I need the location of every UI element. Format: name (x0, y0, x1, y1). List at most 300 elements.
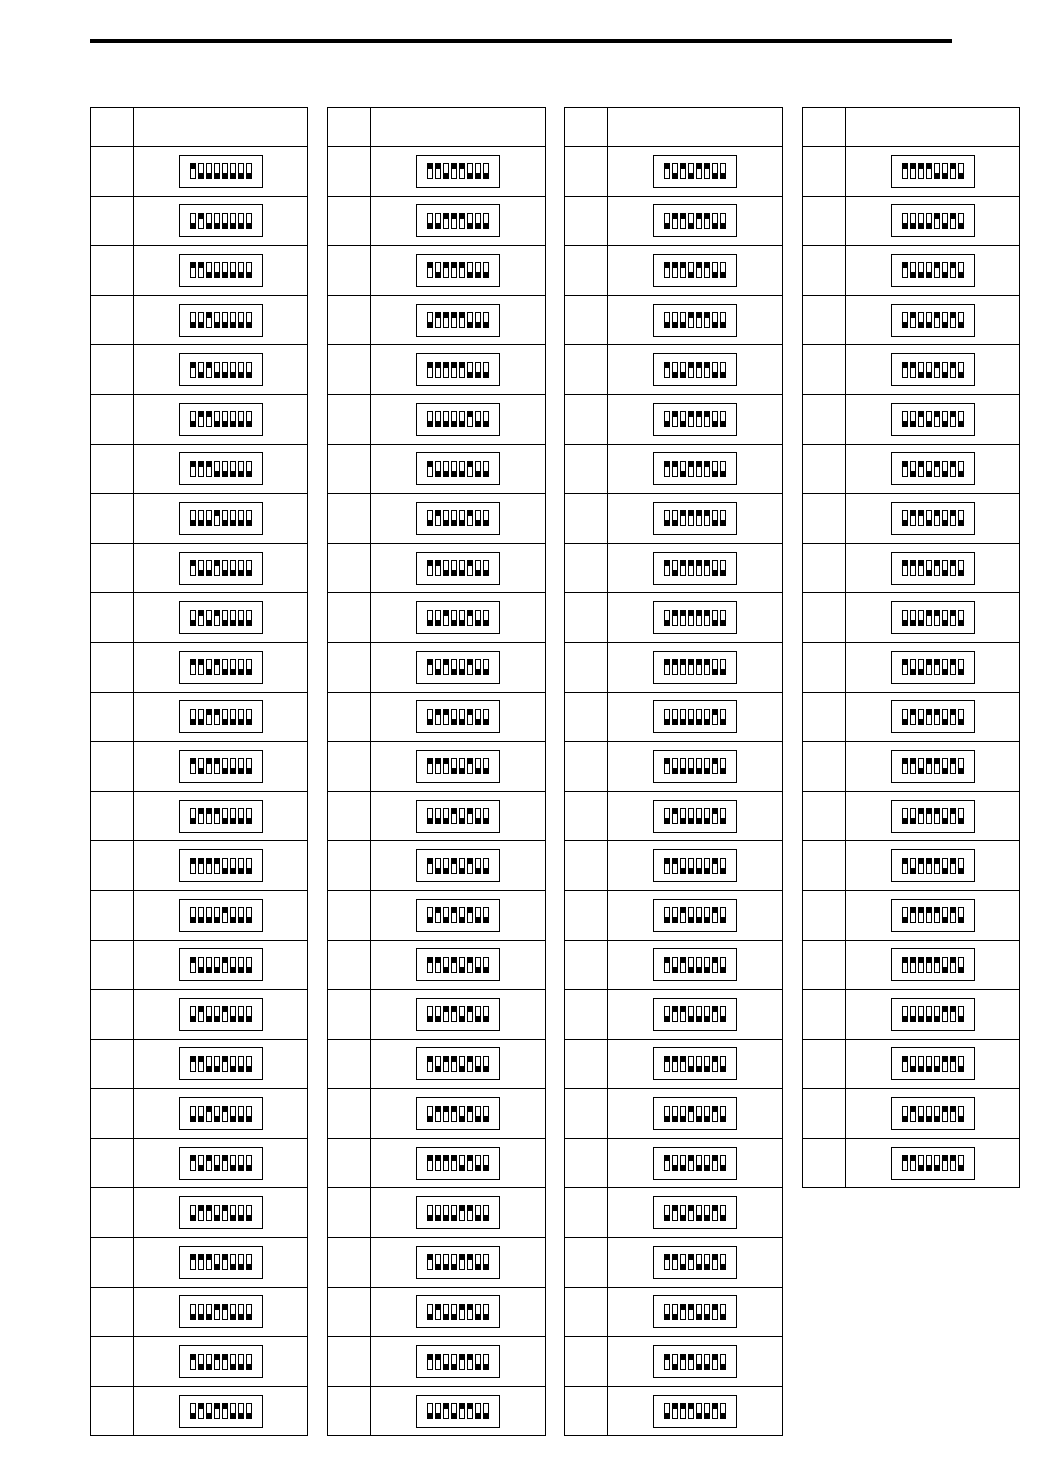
dip-setting-cell (608, 990, 783, 1040)
number-cell (803, 692, 846, 742)
dip-switch-off-icon (475, 1254, 481, 1270)
table-row (565, 593, 783, 643)
number-cell (803, 890, 846, 940)
dip-switch-off-icon (190, 510, 196, 526)
number-cell (91, 196, 134, 246)
dip-switch-block (653, 1345, 737, 1378)
dip-setting-cell (608, 742, 783, 792)
table-row (565, 295, 783, 345)
dip-switch-off-icon (238, 461, 244, 477)
dip-switch-on-icon (950, 1056, 956, 1072)
dip-switch-on-icon (712, 1304, 718, 1320)
dip-switch-off-icon (467, 213, 473, 229)
dip-switch-off-icon (704, 808, 710, 824)
dip-switch-on-icon (451, 808, 457, 824)
dip-switch-on-icon (435, 758, 441, 774)
dip-switch-on-icon (934, 758, 940, 774)
dip-switch-off-icon (427, 709, 433, 725)
dip-switch-off-icon (475, 610, 481, 626)
dip-switch-block (891, 849, 975, 882)
dip-switch-block (891, 502, 975, 535)
dip-switch-on-icon (696, 362, 702, 378)
dip-switch-off-icon (222, 213, 228, 229)
dip-switch-off-icon (238, 1006, 244, 1022)
dip-switch-on-icon (214, 510, 220, 526)
dip-switch-off-icon (467, 312, 473, 328)
dip-switch-off-icon (238, 560, 244, 576)
dip-switch-off-icon (720, 510, 726, 526)
dip-switch-off-icon (483, 1354, 489, 1370)
dip-switch-on-icon (934, 610, 940, 626)
dip-switch-off-icon (942, 907, 948, 923)
dip-switch-off-icon (230, 312, 236, 328)
dip-switch-off-icon (443, 1354, 449, 1370)
dip-switch-off-icon (958, 957, 964, 973)
dip-switch-on-icon (427, 1254, 433, 1270)
dip-switch-block (179, 1246, 263, 1279)
dip-switch-off-icon (214, 262, 220, 278)
dip-switch-on-icon (902, 659, 908, 675)
dip-switch-off-icon (475, 461, 481, 477)
dip-switch-off-icon (238, 262, 244, 278)
dip-switch-block (416, 1395, 500, 1428)
dip-switch-off-icon (190, 1106, 196, 1122)
dip-switch-on-icon (902, 1155, 908, 1171)
dip-switch-off-icon (720, 312, 726, 328)
dip-switch-on-icon (950, 957, 956, 973)
dip-switch-on-icon (910, 560, 916, 576)
dip-switch-off-icon (704, 1354, 710, 1370)
table-row (91, 890, 308, 940)
dip-switch-off-icon (459, 411, 465, 427)
dip-switch-off-icon (958, 1056, 964, 1072)
dip-switch-on-icon (214, 709, 220, 725)
number-cell (328, 543, 371, 593)
table-row (565, 1238, 783, 1288)
dip-switch-on-icon (712, 1155, 718, 1171)
dip-switch-off-icon (926, 213, 932, 229)
dip-switch-on-icon (443, 1056, 449, 1072)
number-cell (803, 444, 846, 494)
dip-switch-on-icon (214, 1354, 220, 1370)
dip-switch-off-icon (664, 312, 670, 328)
dip-setting-cell (134, 1386, 308, 1436)
number-cell (803, 494, 846, 544)
table-row (803, 147, 1020, 197)
dip-setting-cell (134, 394, 308, 444)
dip-switch-on-icon (712, 1354, 718, 1370)
dip-switch-off-icon (190, 610, 196, 626)
dip-switch-off-icon (443, 163, 449, 179)
number-cell (565, 692, 608, 742)
dip-switch-on-icon (664, 1056, 670, 1072)
dip-switch-off-icon (704, 1254, 710, 1270)
dip-switch-off-icon (214, 1254, 220, 1270)
number-cell (565, 1039, 608, 1089)
dip-setting-cell (371, 1039, 546, 1089)
dip-setting-cell (371, 990, 546, 1040)
dip-switch-off-icon (902, 312, 908, 328)
dip-switch-off-icon (942, 411, 948, 427)
dip-switch-off-icon (483, 1106, 489, 1122)
dip-switch-off-icon (918, 362, 924, 378)
dip-switch-block (653, 1047, 737, 1080)
dip-switch-block (653, 502, 737, 535)
number-cell (91, 742, 134, 792)
dip-switch-on-icon (934, 213, 940, 229)
dip-switch-on-icon (467, 1155, 473, 1171)
dip-switch-off-icon (246, 1006, 252, 1022)
dip-switch-on-icon (427, 858, 433, 874)
dip-setting-cell (371, 692, 546, 742)
dip-switch-off-icon (214, 362, 220, 378)
dip-switch-on-icon (688, 1403, 694, 1419)
table-row (565, 345, 783, 395)
dip-setting-cell (371, 791, 546, 841)
dip-switch-on-icon (427, 1056, 433, 1072)
dip-switch-off-icon (246, 659, 252, 675)
dip-switch-on-icon (435, 1304, 441, 1320)
dip-switch-on-icon (950, 510, 956, 526)
dip-switch-off-icon (475, 1155, 481, 1171)
dip-setting-cell (371, 1089, 546, 1139)
dip-switch-off-icon (696, 957, 702, 973)
dip-switch-off-icon (230, 610, 236, 626)
dip-switch-on-icon (704, 560, 710, 576)
number-cell (803, 196, 846, 246)
dip-switch-off-icon (451, 1403, 457, 1419)
table-row (328, 1287, 546, 1337)
header-setting-cell (134, 108, 308, 147)
dip-switch-off-icon (483, 1254, 489, 1270)
table-row (91, 1089, 308, 1139)
dip-switch-off-icon (451, 758, 457, 774)
dip-switch-on-icon (443, 610, 449, 626)
dip-switch-off-icon (206, 659, 212, 675)
dip-switch-on-icon (918, 510, 924, 526)
table-row (328, 494, 546, 544)
dip-setting-cell (134, 1138, 308, 1188)
dip-switch-on-icon (190, 659, 196, 675)
dip-switch-off-icon (435, 1254, 441, 1270)
dip-switch-off-icon (459, 858, 465, 874)
table-row (803, 543, 1020, 593)
dip-switch-on-icon (467, 659, 473, 675)
dip-switch-off-icon (206, 510, 212, 526)
dip-switch-off-icon (427, 1205, 433, 1221)
dip-switch-on-icon (467, 808, 473, 824)
dip-switch-off-icon (720, 957, 726, 973)
dip-switch-off-icon (704, 1403, 710, 1419)
dip-switch-on-icon (451, 1056, 457, 1072)
dip-switch-on-icon (435, 709, 441, 725)
dip-setting-cell (608, 494, 783, 544)
dip-setting-cell (608, 841, 783, 891)
dip-switch-off-icon (198, 1354, 204, 1370)
dip-switch-off-icon (475, 907, 481, 923)
number-cell (803, 791, 846, 841)
dip-switch-off-icon (918, 262, 924, 278)
dip-switch-on-icon (696, 312, 702, 328)
dip-switch-off-icon (483, 510, 489, 526)
dip-switch-off-icon (443, 907, 449, 923)
dip-switch-on-icon (712, 758, 718, 774)
dip-switch-on-icon (934, 262, 940, 278)
dip-switch-on-icon (198, 659, 204, 675)
number-cell (91, 394, 134, 444)
dip-switch-off-icon (958, 461, 964, 477)
dip-switch-off-icon (910, 461, 916, 477)
dip-switch-off-icon (958, 1155, 964, 1171)
dip-switch-off-icon (246, 461, 252, 477)
dip-switch-off-icon (672, 510, 678, 526)
dip-switch-off-icon (467, 163, 473, 179)
dip-switch-off-icon (230, 1155, 236, 1171)
dip-switch-on-icon (934, 858, 940, 874)
table-row (328, 1238, 546, 1288)
dip-setting-cell (134, 940, 308, 990)
dip-switch-off-icon (483, 1205, 489, 1221)
dip-switch-on-icon (435, 1354, 441, 1370)
dip-switch-off-icon (246, 312, 252, 328)
dip-switch-off-icon (926, 1006, 932, 1022)
number-cell (803, 642, 846, 692)
dip-switch-off-icon (680, 1205, 686, 1221)
number-cell (565, 990, 608, 1040)
dip-switch-on-icon (190, 560, 196, 576)
dip-switch-off-icon (958, 560, 964, 576)
dip-switch-block (179, 750, 263, 783)
dip-switch-off-icon (214, 163, 220, 179)
dip-switch-on-icon (443, 758, 449, 774)
dip-switch-off-icon (435, 1205, 441, 1221)
table-row (565, 1337, 783, 1387)
dip-switch-off-icon (712, 461, 718, 477)
dip-setting-cell (134, 1089, 308, 1139)
dip-switch-off-icon (190, 411, 196, 427)
dip-switch-off-icon (902, 510, 908, 526)
dip-switch-block (179, 1395, 263, 1428)
table-row (803, 841, 1020, 891)
dip-switch-on-icon (934, 808, 940, 824)
dip-switch-off-icon (958, 1106, 964, 1122)
dip-switch-off-icon (910, 411, 916, 427)
dip-switch-off-icon (230, 262, 236, 278)
dip-switch-off-icon (475, 758, 481, 774)
dip-switch-off-icon (720, 262, 726, 278)
dip-switch-off-icon (246, 1155, 252, 1171)
dip-switch-on-icon (918, 808, 924, 824)
dip-switch-off-icon (230, 957, 236, 973)
table-row (91, 990, 308, 1040)
table-row (91, 1386, 308, 1436)
dip-switch-block (416, 700, 500, 733)
dip-switch-off-icon (926, 510, 932, 526)
dip-switch-off-icon (230, 808, 236, 824)
dip-switch-off-icon (230, 213, 236, 229)
dip-switch-off-icon (427, 213, 433, 229)
dip-switch-off-icon (704, 1155, 710, 1171)
number-cell (328, 295, 371, 345)
dip-switch-off-icon (246, 411, 252, 427)
dip-switch-off-icon (206, 957, 212, 973)
dip-setting-cell (846, 990, 1020, 1040)
dip-switch-on-icon (664, 1254, 670, 1270)
dip-switch-block (179, 552, 263, 585)
dip-switch-on-icon (467, 858, 473, 874)
dip-setting-cell (608, 1138, 783, 1188)
dip-switch-block (416, 403, 500, 436)
dip-switch-off-icon (246, 1106, 252, 1122)
dip-switch-on-icon (918, 411, 924, 427)
dip-setting-cell (371, 1238, 546, 1288)
dip-switch-on-icon (712, 709, 718, 725)
dip-switch-off-icon (230, 411, 236, 427)
table-row (565, 642, 783, 692)
dip-switch-off-icon (214, 1006, 220, 1022)
dip-switch-off-icon (483, 461, 489, 477)
dip-switch-block (653, 1295, 737, 1328)
table-row (565, 1386, 783, 1436)
dip-setting-cell (608, 345, 783, 395)
dip-switch-on-icon (664, 758, 670, 774)
dip-switch-off-icon (206, 1304, 212, 1320)
dip-switch-off-icon (214, 312, 220, 328)
dip-switch-off-icon (246, 362, 252, 378)
dip-switch-off-icon (934, 1106, 940, 1122)
dip-switch-off-icon (427, 907, 433, 923)
dip-switch-off-icon (206, 1403, 212, 1419)
dip-switch-on-icon (451, 163, 457, 179)
dip-switch-off-icon (214, 411, 220, 427)
dip-switch-on-icon (950, 610, 956, 626)
dip-switch-off-icon (238, 1205, 244, 1221)
dip-switch-on-icon (206, 1106, 212, 1122)
dip-switch-off-icon (443, 510, 449, 526)
dip-switch-block (891, 254, 975, 287)
dip-switch-block (653, 800, 737, 833)
dip-switch-block (179, 1196, 263, 1229)
dip-switch-off-icon (222, 659, 228, 675)
dip-switch-off-icon (672, 312, 678, 328)
dip-setting-cell (371, 841, 546, 891)
number-cell (91, 1386, 134, 1436)
number-cell (91, 246, 134, 296)
dip-switch-off-icon (238, 510, 244, 526)
dip-setting-cell (371, 1337, 546, 1387)
dip-switch-off-icon (230, 1354, 236, 1370)
dip-switch-on-icon (427, 560, 433, 576)
dip-switch-off-icon (214, 1106, 220, 1122)
table-row (91, 444, 308, 494)
dip-switch-off-icon (918, 213, 924, 229)
number-cell (91, 494, 134, 544)
dip-switch-off-icon (672, 1155, 678, 1171)
dip-switch-on-icon (902, 858, 908, 874)
dip-setting-cell (846, 890, 1020, 940)
dip-switch-off-icon (712, 262, 718, 278)
dip-switch-on-icon (688, 1354, 694, 1370)
dip-switch-on-icon (443, 262, 449, 278)
dip-switch-off-icon (696, 1354, 702, 1370)
table-row (91, 642, 308, 692)
table-row (565, 444, 783, 494)
number-cell (91, 147, 134, 197)
table-row (328, 1039, 546, 1089)
table-row (91, 196, 308, 246)
dip-switch-block (653, 651, 737, 684)
dip-switch-on-icon (712, 808, 718, 824)
dip-switch-off-icon (459, 610, 465, 626)
dip-switch-off-icon (222, 610, 228, 626)
dip-switch-on-icon (712, 1106, 718, 1122)
dip-switch-off-icon (222, 461, 228, 477)
dip-switch-off-icon (459, 1006, 465, 1022)
dip-switch-off-icon (680, 808, 686, 824)
dip-switch-off-icon (435, 610, 441, 626)
header-number-cell (328, 108, 371, 147)
dip-switch-on-icon (902, 957, 908, 973)
dip-switch-off-icon (459, 659, 465, 675)
table-header-row (91, 108, 308, 147)
dip-switch-off-icon (720, 758, 726, 774)
dip-switch-on-icon (427, 957, 433, 973)
number-cell (565, 642, 608, 692)
dip-switch-off-icon (190, 1304, 196, 1320)
dip-switch-on-icon (712, 1205, 718, 1221)
dip-switch-on-icon (443, 1155, 449, 1171)
dip-table-2 (327, 107, 546, 1436)
dip-switch-on-icon (459, 163, 465, 179)
table-row (328, 147, 546, 197)
dip-switch-on-icon (664, 1354, 670, 1370)
dip-switch-on-icon (950, 709, 956, 725)
dip-switch-off-icon (696, 1006, 702, 1022)
dip-switch-on-icon (672, 610, 678, 626)
dip-switch-off-icon (427, 1106, 433, 1122)
dip-switch-on-icon (950, 659, 956, 675)
dip-switch-block (653, 403, 737, 436)
dip-switch-on-icon (696, 411, 702, 427)
number-cell (328, 1287, 371, 1337)
dip-switch-block (416, 452, 500, 485)
dip-switch-off-icon (680, 411, 686, 427)
dip-switch-off-icon (696, 907, 702, 923)
dip-switch-on-icon (467, 411, 473, 427)
dip-switch-off-icon (238, 1304, 244, 1320)
dip-switch-off-icon (246, 1403, 252, 1419)
dip-setting-cell (134, 890, 308, 940)
dip-switch-off-icon (672, 560, 678, 576)
number-cell (328, 791, 371, 841)
dip-switch-block (891, 1147, 975, 1180)
dip-switch-off-icon (451, 1354, 457, 1370)
dip-switch-off-icon (246, 907, 252, 923)
dip-switch-off-icon (696, 1403, 702, 1419)
header-setting-cell (371, 108, 546, 147)
dip-switch-off-icon (942, 659, 948, 675)
dip-switch-off-icon (934, 1155, 940, 1171)
dip-switch-off-icon (704, 1205, 710, 1221)
number-cell (565, 890, 608, 940)
table-row (803, 642, 1020, 692)
dip-switch-off-icon (483, 1403, 489, 1419)
dip-switch-off-icon (451, 1304, 457, 1320)
dip-switch-on-icon (222, 957, 228, 973)
dip-setting-cell (608, 543, 783, 593)
dip-switch-on-icon (206, 312, 212, 328)
dip-switch-off-icon (664, 610, 670, 626)
